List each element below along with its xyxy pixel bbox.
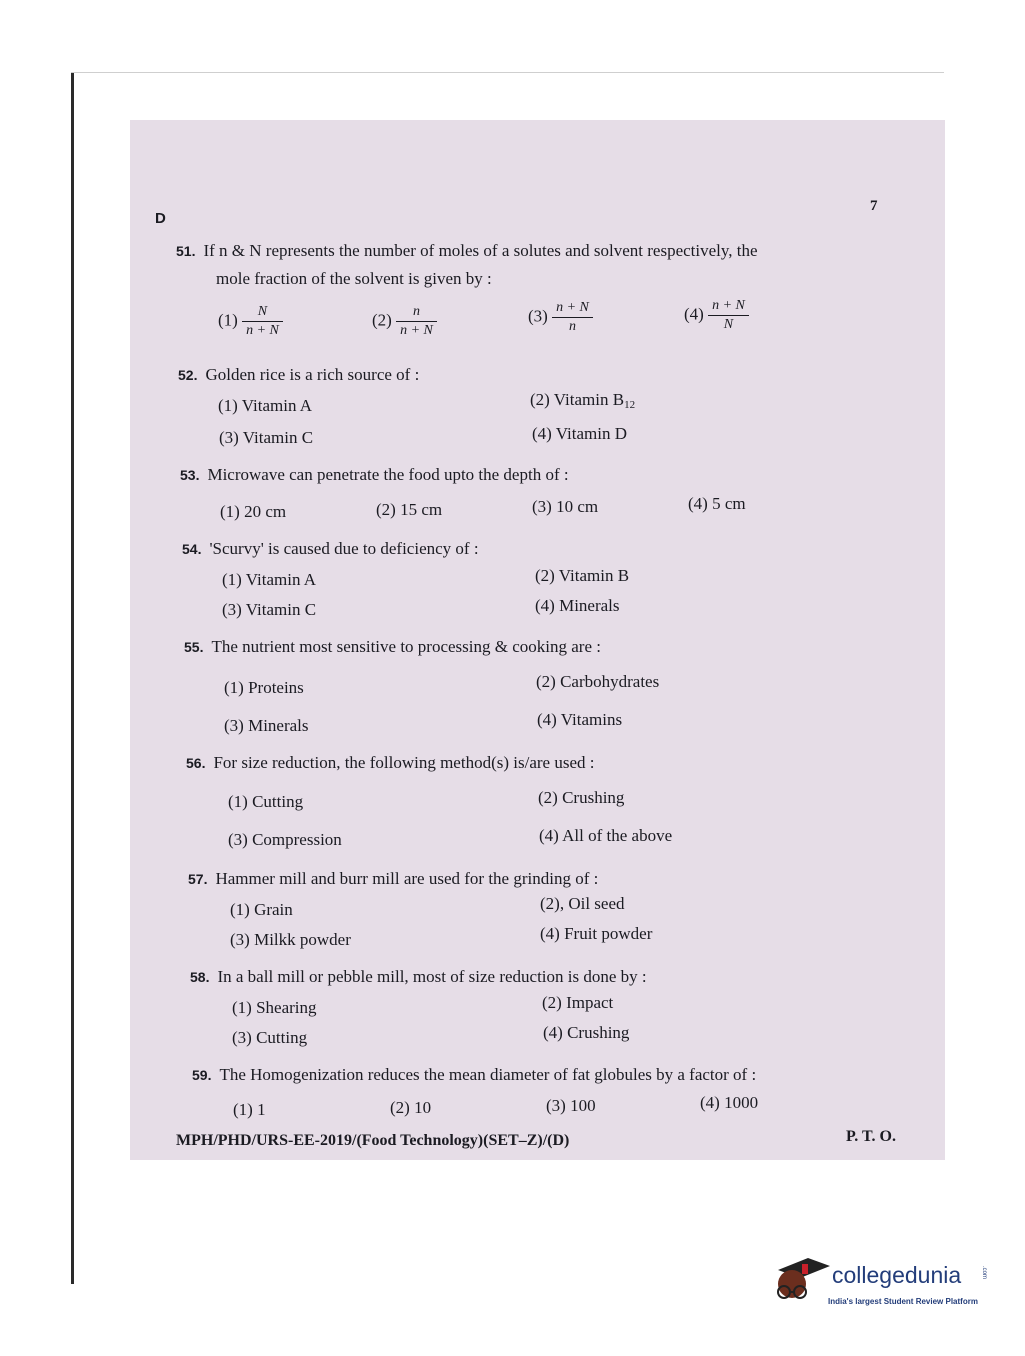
- fraction: [242, 304, 283, 339]
- question-number: 53.: [180, 467, 200, 483]
- option-2: (2) 10: [390, 1098, 432, 1117]
- question-54: [182, 536, 479, 562]
- option-label: (4): [684, 304, 704, 324]
- question-53: [180, 462, 569, 488]
- subscript: 12: [624, 399, 636, 411]
- option-3: (3) Cutting: [232, 1028, 308, 1047]
- fraction: [708, 298, 749, 333]
- option-2: (2) Vitamin B: [535, 566, 630, 585]
- exam-code: MPH/PHD/URS-EE-2019/(Food Technology)(SET–Z)/(D): [176, 1132, 570, 1149]
- set-letter: D: [155, 210, 166, 227]
- question-text: Microwave can penetrate the food upto the depth of :: [207, 465, 569, 484]
- option-4: (4) Crushing: [543, 1023, 630, 1042]
- denominator: n + N: [242, 321, 283, 339]
- numerator: n + N: [556, 300, 589, 315]
- page-number: 7: [870, 198, 878, 214]
- question-text: In a ball mill or pebble mill, most of size reduction is done by :: [217, 967, 647, 986]
- question-number: 58.: [190, 969, 210, 985]
- question-text: If n & N represents the number of moles of a solutes and solvent respectively, the: [203, 241, 758, 260]
- option-4: (4) Fruit powder: [540, 924, 653, 943]
- option-4: (4) 5 cm: [688, 494, 746, 513]
- pto-label: P. T. O.: [846, 1128, 896, 1145]
- brand-tagline: India's largest Student Review Platform: [828, 1297, 978, 1306]
- question-number: 59.: [192, 1067, 212, 1083]
- question-52: [178, 362, 419, 388]
- numerator: N: [257, 304, 268, 319]
- option-1: (1) Proteins: [224, 678, 304, 697]
- option-1: (1) 20 cm: [220, 502, 287, 521]
- option-1: (1) Vitamin A: [218, 396, 313, 415]
- option-2: (2) Crushing: [538, 788, 625, 807]
- scan-border: [71, 72, 74, 1284]
- option-3: (3) 10 cm: [532, 497, 599, 516]
- question-number: 52.: [178, 367, 198, 383]
- question-number: 51.: [176, 243, 196, 259]
- option-3: [528, 300, 593, 335]
- denominator: n: [552, 317, 593, 335]
- option-3: (3) Vitamin C: [219, 428, 314, 447]
- option-3: (3) Milkk powder: [230, 930, 351, 949]
- option-3: (3) Compression: [228, 830, 342, 849]
- option-3: (3) Vitamin C: [222, 600, 317, 619]
- question-57: [188, 866, 598, 892]
- option-4: (4) Vitamin D: [532, 424, 627, 443]
- option-2: (2) Impact: [542, 993, 614, 1012]
- question-58: [190, 964, 647, 990]
- question-text: For size reduction, the following method(s) is/are used :: [213, 753, 595, 772]
- option-label: (1): [218, 310, 238, 330]
- question-59: [192, 1062, 756, 1088]
- option-3: (3) Minerals: [224, 716, 309, 735]
- option-1: (1) Grain: [230, 900, 293, 919]
- question-number: 57.: [188, 871, 208, 887]
- option-1: (1) Vitamin A: [222, 570, 317, 589]
- numerator: n + N: [712, 298, 745, 313]
- option-1: [218, 304, 283, 339]
- option-3: (3) 100: [546, 1096, 596, 1115]
- question-text: The nutrient most sensitive to processing & cooking are :: [211, 637, 601, 656]
- question-number: 55.: [184, 639, 204, 655]
- option-1: (1) 1: [233, 1100, 266, 1119]
- option-4: (4) All of the above: [539, 826, 673, 845]
- option-label: (3): [528, 306, 548, 326]
- scan-border-top: [71, 72, 944, 73]
- option-label: (2): [372, 310, 392, 330]
- question-56: [186, 750, 594, 776]
- question-51-line2: mole fraction of the solvent is given by :: [216, 269, 492, 288]
- option-1: (1) Cutting: [228, 792, 304, 811]
- denominator: N: [708, 315, 749, 333]
- question-number: 56.: [186, 755, 206, 771]
- brand-dotcom: .com: [981, 1266, 987, 1280]
- question-text: Hammer mill and burr mill are used for the grinding of :: [215, 869, 599, 888]
- option-4: (4) 1000: [700, 1093, 759, 1112]
- question-55: [184, 634, 601, 660]
- option-4: (4) Minerals: [535, 596, 620, 615]
- option-2: (2), Oil seed: [540, 894, 625, 913]
- option-2: (2) Carbohydrates: [536, 672, 660, 691]
- option-4: (4) Vitamins: [537, 710, 623, 729]
- denominator: n + N: [396, 321, 437, 339]
- question-text: The Homogenization reduces the mean diameter of fat globules by a factor of :: [219, 1065, 757, 1084]
- question-text: 'Scurvy' is caused due to deficiency of :: [209, 539, 479, 558]
- brand-name: collegedunia: [832, 1262, 962, 1288]
- numerator: n: [412, 304, 420, 319]
- option-4: [684, 298, 749, 333]
- option-2: [372, 304, 437, 339]
- option-1: (1) Shearing: [232, 998, 317, 1017]
- option-2: [530, 390, 635, 411]
- question-text: Golden rice is a rich source of :: [205, 365, 420, 384]
- option-text: (2) Vitamin B: [530, 390, 625, 409]
- fraction: [552, 300, 593, 335]
- option-2: (2) 15 cm: [376, 500, 443, 519]
- question-51: [176, 238, 758, 264]
- fraction: [396, 304, 437, 339]
- question-number: 54.: [182, 541, 202, 557]
